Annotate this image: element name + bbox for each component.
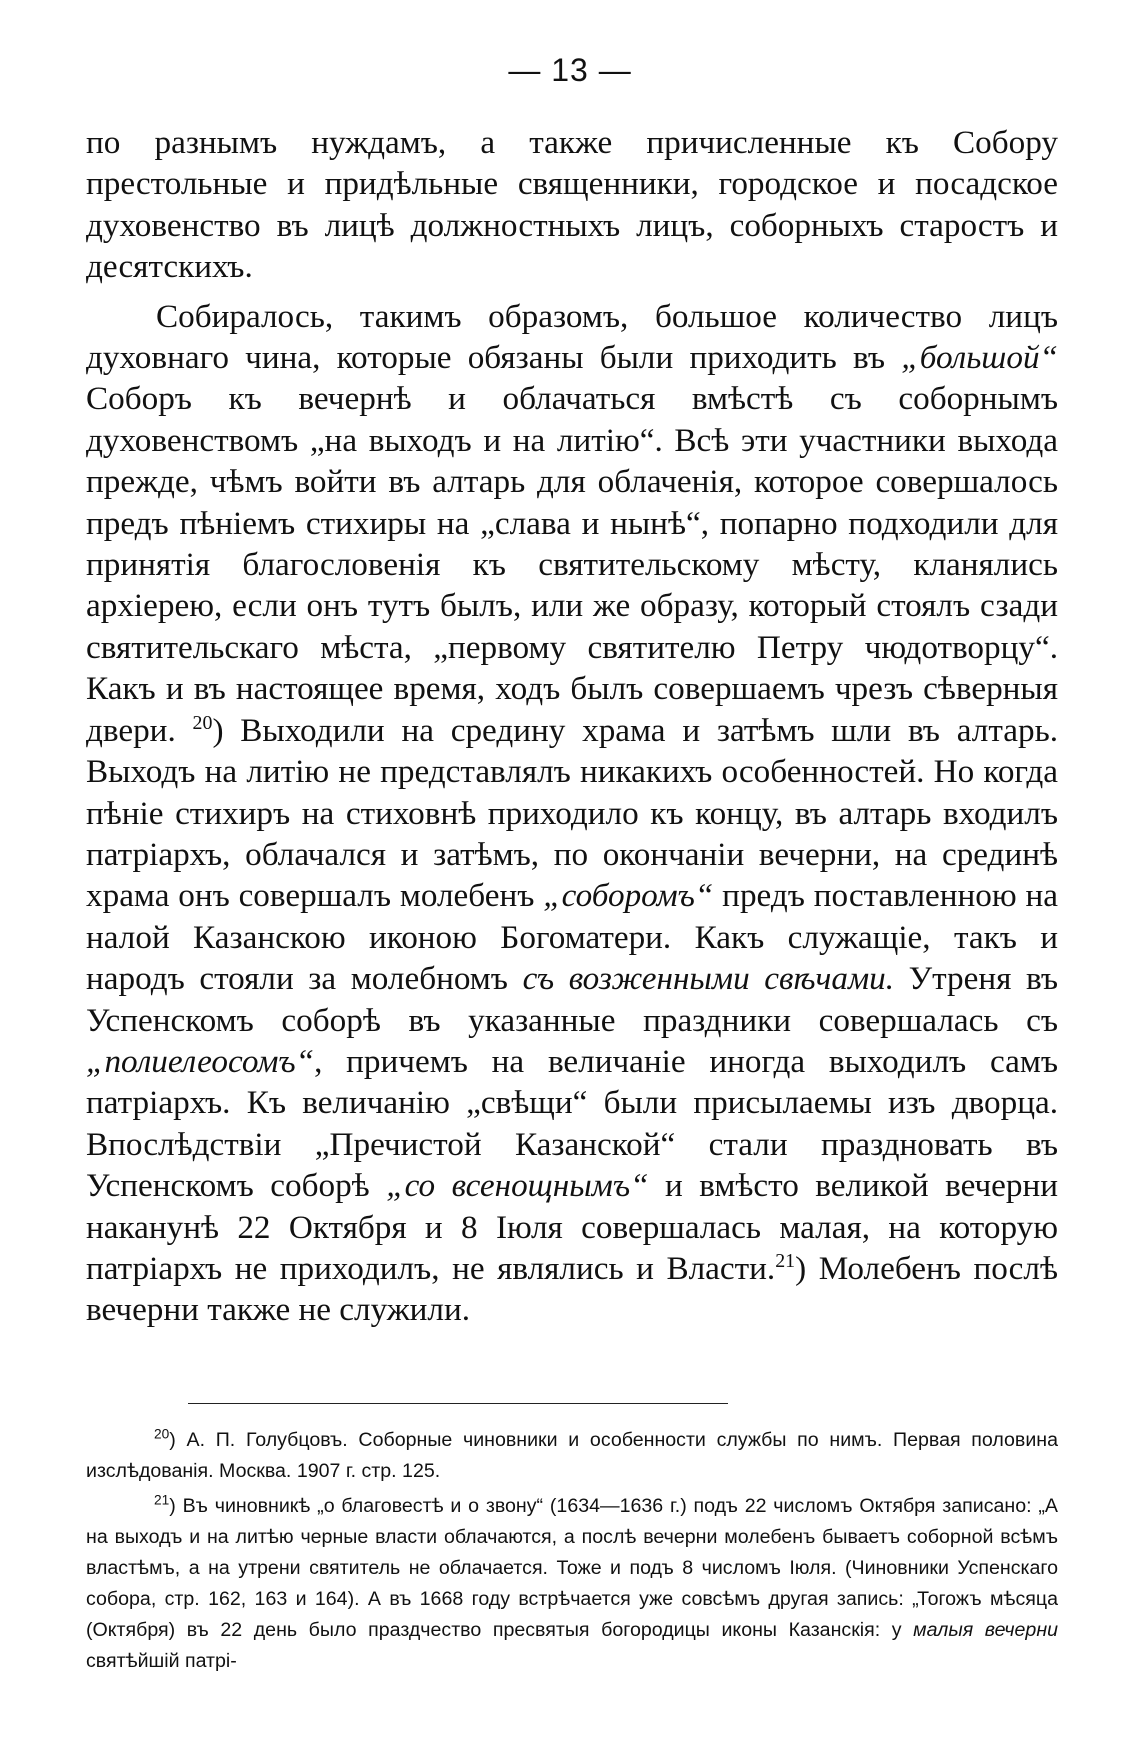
text-run: предъ поставленною на налой Казанскою иконою Богоматери. Какъ служащіе, такъ и народъ стояли за молебномъ: [86, 877, 1058, 998]
footnote-ref-21: 21: [775, 1249, 796, 1272]
emphasis: съ возженными свѣчами.: [522, 960, 895, 998]
text-run: ) Выходили на средину храма и затѣмъ шли въ алтарь. Выходъ на литію не представлялъ никакихъ особенностей. Но когда пѣніе стихиръ на стиховнѣ приходило къ концу, въ алтарь входилъ патріархъ, облачался и затѣмъ, по окончаніи вечерни, на срединѣ храма онъ совершалъ молебенъ: [86, 711, 1059, 915]
footnote-20: [86, 1425, 1058, 1487]
footnote-ref-20: 20: [192, 711, 213, 734]
footnote-number: 20: [154, 1426, 170, 1442]
page-number: — 13 —: [508, 52, 632, 88]
footnote-text: ) Въ чиновникѣ „о благовестѣ и о звону“ (1634—1636 г.) подъ 22 числомъ Октября записано: „А на выходъ и на литѣю черные власти облачаются, а послѣ вечерни молебенъ бываетъ соборной всѣмъ властѣмъ, а на утрени святитель не облачается. Тоже и подъ 8 числомъ Іюля. (Чиновники Успенскаго собора, стр. 162, 163 и 164). А въ 1668 году встрѣчается уже совсѣмъ другая запись: „Тогожъ мѣсяца (Октября) въ 22 день было праздчество пресвятыя богородицы иконы Казанскія: у: [86, 1495, 1058, 1641]
emphasis: „большой“: [901, 339, 1058, 377]
paragraph-1: по разнымъ нуждамъ, а также причисленные къ Собору престольные и придѣльные священники, городское и посадское духовенство въ лицѣ должностныхъ лицъ, соборныхъ старостъ и десятскихъ.: [86, 124, 1058, 286]
emphasis: „соборомъ“: [543, 877, 714, 915]
footnote-21: [86, 1491, 1058, 1677]
text-run: , причемъ на величаніе иногда выходилъ самъ патріархъ. Къ величанію „свѣщи“ были присылаемы изъ дворца. Впослѣдствіи „Пречистой Казанской“ стали праздновать въ Успенскомъ соборѣ: [86, 1042, 1058, 1205]
text-run: Соборъ къ вечернѣ и облачаться вмѣстѣ съ соборнымъ духовенствомъ „на выходъ и на литію“. Всѣ эти участники выхода прежде, чѣмъ войти въ алтарь для облаченія, которое совершалось предъ пѣніемъ стихиры на „слава и нынѣ“, попарно подходили для принятія благословенія къ святительскому мѣсту, кланялись архіерею, если онъ тутъ былъ, или же образу, который стоялъ сзади святительскаго мѣста, „первому святителю Петру чюдотворцу“. Какъ и въ настоящее время, ходъ былъ совершаемъ чрезъ сѣверныя двери.: [86, 380, 1058, 749]
emphasis: малыя вечерни: [913, 1619, 1058, 1641]
paragraph-2: [86, 296, 1058, 1331]
footnote-divider: [188, 1403, 728, 1404]
emphasis: „полиелеосомъ“: [86, 1042, 315, 1080]
text-run: ) Молебенъ послѣ вечерни также не служили.: [86, 1249, 1058, 1329]
text-run: Утреня въ Успенскомъ соборѣ въ указанные праздники совершалась съ: [86, 960, 1059, 1039]
footnote-text: ) А. П. Голубцовъ. Соборные чиновники и особенности службы по нимъ. Первая половина изслѣдованія. Москва. 1907 г. стр. 125.: [86, 1429, 1058, 1482]
text-run: и вмѣсто великой вечерни наканунѣ 22 Октября и 8 Іюля совершалась малая, на которую патріархъ не приходилъ, не являлись и Власти.: [86, 1167, 1059, 1287]
emphasis: „со всенощнымъ“: [386, 1167, 649, 1205]
main-text: [86, 122, 1058, 1331]
footnote-number: 21: [154, 1492, 170, 1508]
footnote-text: святѣйшій патрі-: [86, 1650, 237, 1672]
footnotes: [86, 1425, 1058, 1677]
text-run: Собиралось, такимъ образомъ, большое количество лицъ духовнаго чина, которые обязаны были приходить въ: [86, 297, 1058, 377]
